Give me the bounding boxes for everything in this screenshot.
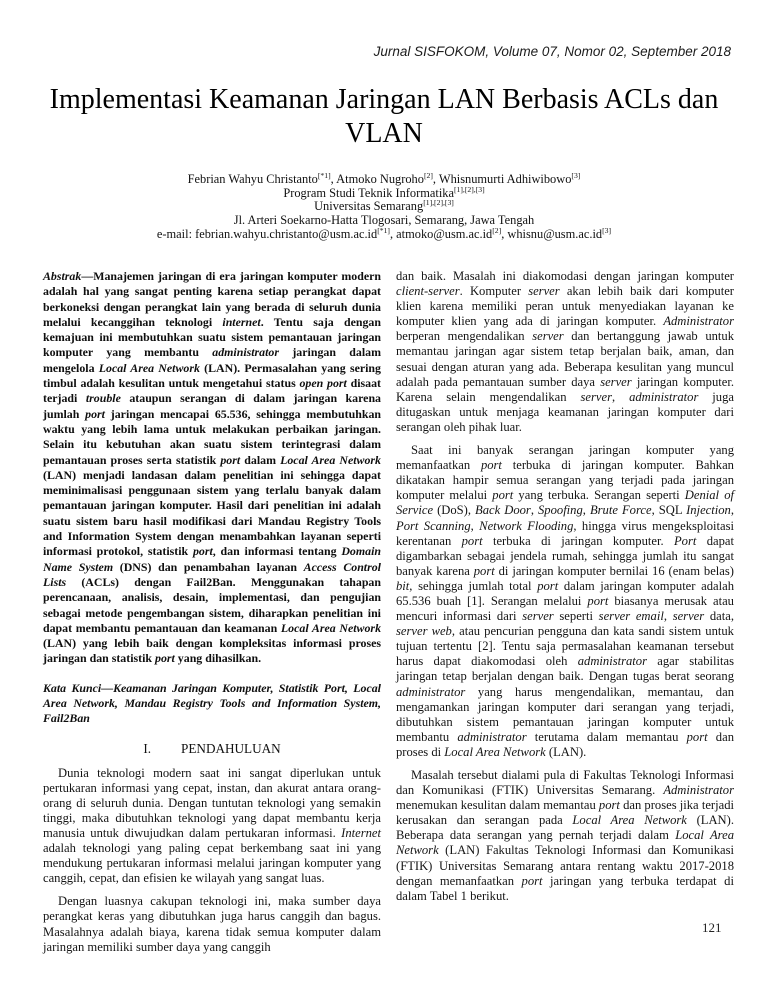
author-email: e-mail: febrian.wahyu.christanto@usm.ac.id[*1], atmoko@usm.ac.id[2], whisnu@usm.ac.id[3] xyxy=(156,225,612,241)
keywords-paragraph: Kata Kunci—Keamanan Jaringan Komputer, Statistik Port, Local Area Network, Mandau Registry Tools and Information System, Fail2Ban xyxy=(43,680,381,726)
body-paragraph-3: Masalah tersebut dialami pula di Fakultas Teknologi Informasi dan Komunikasi (FTIK) Universitas Semarang. Administrator menemukan kesulitan dalam memantau port dan proses jika terjadi kerusakan dan serangan pada Local Area Network (LAN). Beberapa data serangan yang pernah terjadi dalam Local Area Network (LAN) Fakultas Teknologi Informasi dan Komunikasi (FTIK) Universitas Semarang antara rentang waktu 2017-2018 dengan memanfaatkan port jaringan yang terbuka terdapat di dalam Tabel 1 berikut. xyxy=(396,768,734,903)
left-column xyxy=(43,269,381,955)
page-number: 121 xyxy=(702,920,722,935)
author-address: Jl. Arteri Soekarno-Hatta Tlogosari, Semarang, Jawa Tengah xyxy=(233,213,535,228)
section-number: I. xyxy=(143,740,152,756)
paper-title: Implementasi Keamanan Jaringan LAN Berbasis ACLs dan VLAN xyxy=(49,83,719,149)
body-paragraph-1: dan baik. Masalah ini diakomodasi dengan jaringan komputer client-server. Komputer server akan lebih baik dari komputer klien karena memiliki peran untuk menyediakan layanan ke komputer klien yang ada di jaringan komputer. Administrator berperan mengendalikan server dan bertanggung jawab untuk memantau jaringan agar sistem tetap berjalan baik, aman, dan sesuai dengan aturan yang ada. Beberapa kesulitan yang muncul adalah pada pemantauan sumber daya server jaringan komputer. Karena selain mengendalikan server, administrator juga ditugaskan untuk menjaga keamanan jaringan komputer dari serangan oleh pihak luar. xyxy=(396,269,735,434)
intro-paragraph-1: Dunia teknologi modern saat ini sangat diperlukan untuk pertukaran informasi yang cepat, instan, dan akurat antara orang-orang di seluruh dunia. Dengan tuntutan teknologi yang semakin tinggi, maka dibutuhkan teknologi yang dapat membantu kerja manusia untuk diwujudkan dalam pertukaran informasi. Internet adalah teknologi yang paling cepat berkembang saat ini yang mendukung pertukaran informasi melalui jaringan komputer yang canggih, cepat, dan efisien ke wilayah yang sangat luas. xyxy=(43,765,381,886)
two-column-body xyxy=(43,269,735,955)
abstract-paragraph: Abstrak—Manajemen jaringan di era jaringan komputer modern adalah hal yang sangat penting karena setiap perangkat dapat berkoneksi dengan perangkat lain yang berada di seluruh dunia melalui kecanggihan teknologi internet. Tentu saja dengan kemajuan ini membutuhkan suatu sistem pemantauan jaringan komputer yang membantu administrator jaringan dalam mengelola Local Area Network (LAN). Permasalahan yang sering timbul adalah kesulitan untuk mengetahui status open port disaat terjadi trouble ataupun serangan di dalam jaringan karena jumlah port jaringan mencapai 65.536, sehingga membutuhkan waktu yang lebih lama untuk melakukan perbaikan jaringan. Selain itu kebutuhan akan suatu sistem terintegrasi dalam pemantauan proses serta statistik port dalam Local Area Network (LAN) menjadi landasan dalam penelitian ini sehingga dapat meminimalisasi penggunaan sistem yang terlalu banyak dalam pemantauan jaringan komputer. Hasil dari penelitian ini adalah suatu sistem baru hasil modifikasi dari Mandau Registry Tools and Information System dengan menambahkan layanan seperti informasi protokol, statistik port, dan informasi tentang Domain Name System (DNS) dan penambahan layanan Access Control Lists (ACLs) dengan Fail2Ban. Menggunakan tahapan perencanaan, analisis, desain, implementasi, dan pengujian sebagai metode pengembangan sistem, diharapkan penelitian ini dapat membantu pemantauan dan keamanan Local Area Network (LAN) yang lebih baik dengan kompleksitas informasi proses jaringan dan statistik port yang dihasilkan. xyxy=(43,269,382,666)
authors-block xyxy=(0,170,768,242)
section-heading-pendahuluan xyxy=(43,741,381,757)
journal-header: Jurnal SISFOKOM, Volume 07, Nomor 02, September 2018 xyxy=(373,44,731,59)
right-column xyxy=(396,269,734,955)
author-names: Febrian Wahyu Christanto[*1], Atmoko Nugroho[2], Whisnumurti Adhiwibowo[3] xyxy=(187,170,581,186)
section-title: PENDAHULUAN xyxy=(181,740,281,756)
author-affiliation-university: Universitas Semarang[1],[2],[3] xyxy=(314,198,454,214)
intro-paragraph-2: Dengan luasnya cakupan teknologi ini, maka sumber daya perangkat keras yang dibutuhkan juga harus canggih dan bagus. Masalahnya adalah biaya, karena tidak semua komputer dalam jaringan memiliki sumber daya yang canggih xyxy=(43,894,381,954)
body-paragraph-2: Saat ini banyak serangan jaringan komputer yang memanfaatkan port terbuka di jaringan komputer. Bahkan dikatakan hampir semua serangan yang terjadi pada jaringan komputer melalui port yang terbuka. Serangan seperti Denial of Service (DoS), Back Door, Spoofing, Brute Force, SQL Injection, Port Scanning, Network Flooding, hingga virus mengeksploitasi kerentanan port terbuka di jaringan komputer. Port dapat digambarkan sebagai jendela rumah, sehingga jumlah itu sangat banyak karena port di jaringan komputer bernilai 16 (enam belas) bit, sehingga jumlah total port dalam jaringan komputer adalah 65.536 buah [1]. Serangan melalui port biasanya merusak atau mencuri informasi dari server seperti server email, server data, server web, atau pencurian pengguna dan kata sandi sistem untuk tujuan tertentu [2]. Tentu saja permasalahan keamanan tersebut harus dapat diakomodasi oleh administrator agar stabilitas jaringan tetap berjalan dengan baik. Dengan tugas berat seorang administrator yang harus mengendalikan, memantau, dan mengamankan jaringan komputer dari serangan yang terjadi, dibutuhkan sistem pemantauan jaringan komputer untuk membantu administrator terutama dalam memantau port dan proses di Local Area Network (LAN). xyxy=(396,443,735,759)
author-affiliation-program: Program Studi Teknik Informatika[1],[2],[3] xyxy=(283,184,485,200)
